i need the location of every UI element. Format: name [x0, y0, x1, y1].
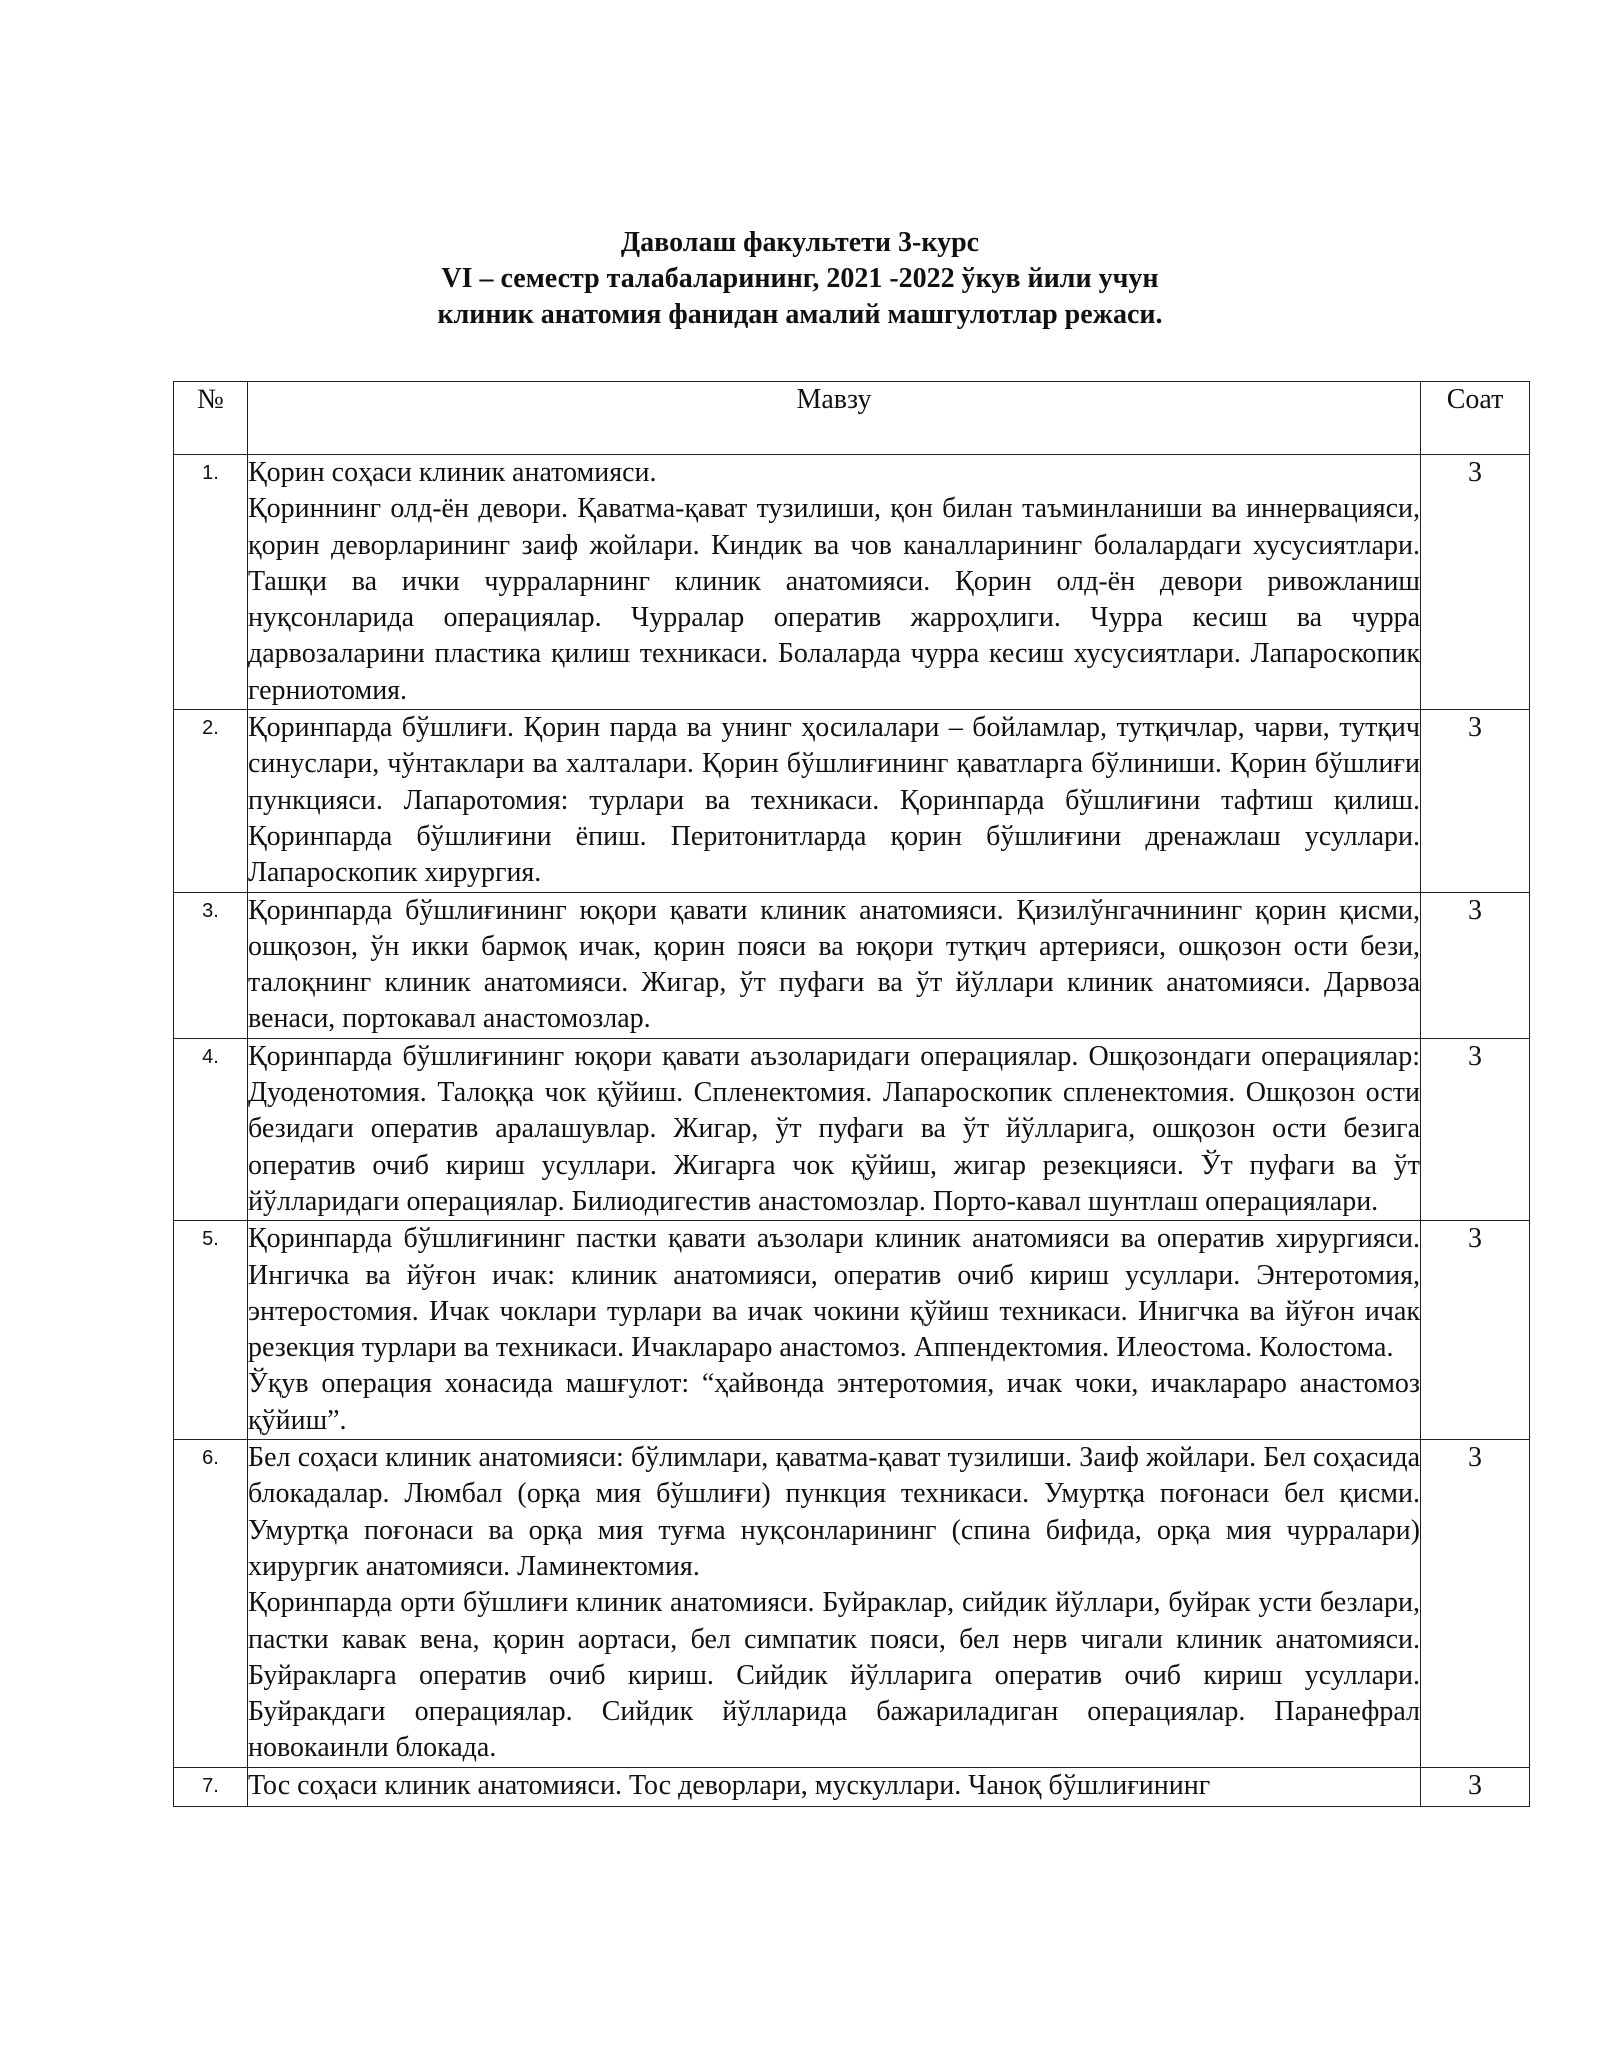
- header-number: №: [174, 382, 248, 455]
- row-topic: [248, 1767, 1421, 1806]
- title-line-3: клиник анатомия фанидан амалий машгулотлар режаси.: [437, 299, 1163, 330]
- title-line-2: VI – семестр талабаларининг, 2021 -2022 ўкув йили учун: [441, 263, 1159, 294]
- row-hours: 3: [1421, 455, 1530, 710]
- header-topic: Мавзу: [248, 382, 1421, 455]
- table-row: [174, 1767, 1530, 1806]
- topic-paragraph: Бел соҳаси клиник анатомияси: бўлимлари, қаватма-қават тузилиши. Заиф жойлари. Бел соҳасида блокадалар. Люмбал (орқа мия бўшлиғи) пункция техникаси. Умуртқа поғонаси бел қисми. Умуртқа поғонаси ва орқа мия туғма нуқсонларининг (спина бифида, орқа мия чурралари) хирургик анатомияси. Ламинектомия.: [248, 1442, 1420, 1582]
- row-topic: [248, 1440, 1421, 1768]
- topic-paragraph: Қориннинг олд-ён девори. Қаватма-қават тузилиши, қон билан таъминланиши ва иннервацияси, қорин деворларининг заиф жойлари. Киндик ва чов каналларининг болалардаги хусусиятлари. Ташқи ва ички чурраларнинг клиник анатомияси. Қорин олд-ён девори ривожланиш нуқсонларида операциялар. Чурралар оператив жарроҳлиги. Чурра кесиш ва чурра дарвозаларини пластика қилиш техникаси. Болаларда чурра кесиш хусусиятлари. Лапароскопик герниотомия.: [248, 493, 1420, 706]
- row-topic: [248, 1221, 1421, 1440]
- topic-paragraph: Қоринпарда орти бўшлиғи клиник анатомияси. Буйраклар, сийдик йўллари, буйрак усти безлари, пастки кавак вена, қорин аортаси, бел симпатик пояси, бел нерв чигали клиник анатомияси. Буйракларга оператив очиб кириш. Сийдик йўлларига оператив очиб кириш усуллари. Буйракдаги операциялар. Сийдик йўлларида бажариладиган операциялар. Паранефрал новокаинли блокада.: [248, 1587, 1420, 1764]
- table-row: [174, 1038, 1530, 1220]
- row-number: 6.: [174, 1440, 248, 1768]
- row-hours: 3: [1421, 1038, 1530, 1220]
- table-row: [174, 892, 1530, 1038]
- table-row: [174, 1221, 1530, 1440]
- document-title: [0, 225, 1600, 333]
- row-hours: 3: [1421, 892, 1530, 1038]
- row-hours: 3: [1421, 710, 1530, 892]
- row-hours: 3: [1421, 1440, 1530, 1768]
- topic-paragraph: Ўқув операция хонасида машғулот: “ҳайвонда энтеротомия, ичак чоки, ичаклараро анастомоз қўйиш”.: [248, 1368, 1420, 1436]
- topic-paragraph: Қоринпарда бўшлиғининг пастки қавати аъзолари клиник анатомияси ва оператив хирургияси. Ингичка ва йўғон ичак: клиник анатомияси, оператив очиб кириш усуллари. Энтеротомия, энтеростомия. Ичак чоклари турлари ва ичак чокини қўйиш техникаси. Инигчка ва йўғон ичак резекция турлари ва техникаси. Ичаклараро анастомоз. Аппендектомия. Илеостома. Колостома.: [248, 1223, 1420, 1364]
- table-row: [174, 710, 1530, 892]
- row-number: 3.: [174, 892, 248, 1038]
- title-line-1: Даволаш факультети 3-курс: [620, 227, 980, 258]
- table-row: [174, 1440, 1530, 1768]
- row-hours: 3: [1421, 1221, 1530, 1440]
- table-header-row: [174, 382, 1530, 455]
- row-number: 1.: [174, 455, 248, 710]
- topic-paragraph: Қоринпарда бўшлиғи. Қорин парда ва унинг ҳосилалари – бойламлар, тутқичлар, чарви, тутқич синуслари, чўнтаклари ва халталари. Қорин бўшлиғининг қаватларга бўлиниши. Қорин бўшлиғи пункцияси. Лапаротомия: турлари ва техникаси. Қоринпарда бўшлиғини тафтиш қилиш. Қоринпарда бўшлиғини ёпиш. Перитонитларда қорин бўшлиғини дренажлаш усуллари. Лапароскопик хирургия.: [248, 712, 1420, 889]
- row-topic: [248, 455, 1421, 710]
- topic-paragraph: Қоринпарда бўшлиғининг юқори қавати клиник анатомияси. Қизилўнгачнининг қорин қисми, ошқозон, ўн икки бармоқ ичак, қорин пояси ва юқори тутқич артерияси, ошқозон ости бези, талоқнинг клиник анатомияси. Жигар, ўт пуфаги ва ўт йўллари клиник анатомияси. Дарвоза венаси, портокавал анастомозлар.: [248, 894, 1420, 1035]
- row-number: 5.: [174, 1221, 248, 1440]
- row-topic: [248, 1038, 1421, 1220]
- row-number: 7.: [174, 1767, 248, 1806]
- topic-paragraph: Тос соҳаси клиник анатомияси. Тос деворлари, мускуллари. Чаноқ бўшлиғининг: [248, 1769, 1211, 1801]
- lesson-plan-table: [173, 381, 1530, 1807]
- topic-paragraph: Қоринпарда бўшлиғининг юқори қавати аъзоларидаги операциялар. Ошқозондаги операциялар: Дуоденотомия. Талоққа чок қўйиш. Спленектомия. Лапароскопик спленектомия. Ошқозон ости безидаги оператив аралашувлар. Жигар, ўт пуфаги ва ўт йўлларига, ошқозон ости безига оператив очиб кириш усуллари. Жигарга чок қўйиш, жигар резекцияси. Ўт пуфаги ва ўт йўлларидаги операциялар. Билиодигестив анастомозлар. Порто-кавал шунтлаш операциялари.: [248, 1040, 1420, 1217]
- row-number: 4.: [174, 1038, 248, 1220]
- table-row: [174, 455, 1530, 710]
- header-hours: Соат: [1421, 382, 1530, 455]
- topic-paragraph: Қорин соҳаси клиник анатомияси.: [248, 457, 657, 488]
- row-topic: [248, 892, 1421, 1038]
- row-number: 2.: [174, 710, 248, 892]
- row-topic: [248, 710, 1421, 892]
- row-hours: 3: [1421, 1767, 1530, 1806]
